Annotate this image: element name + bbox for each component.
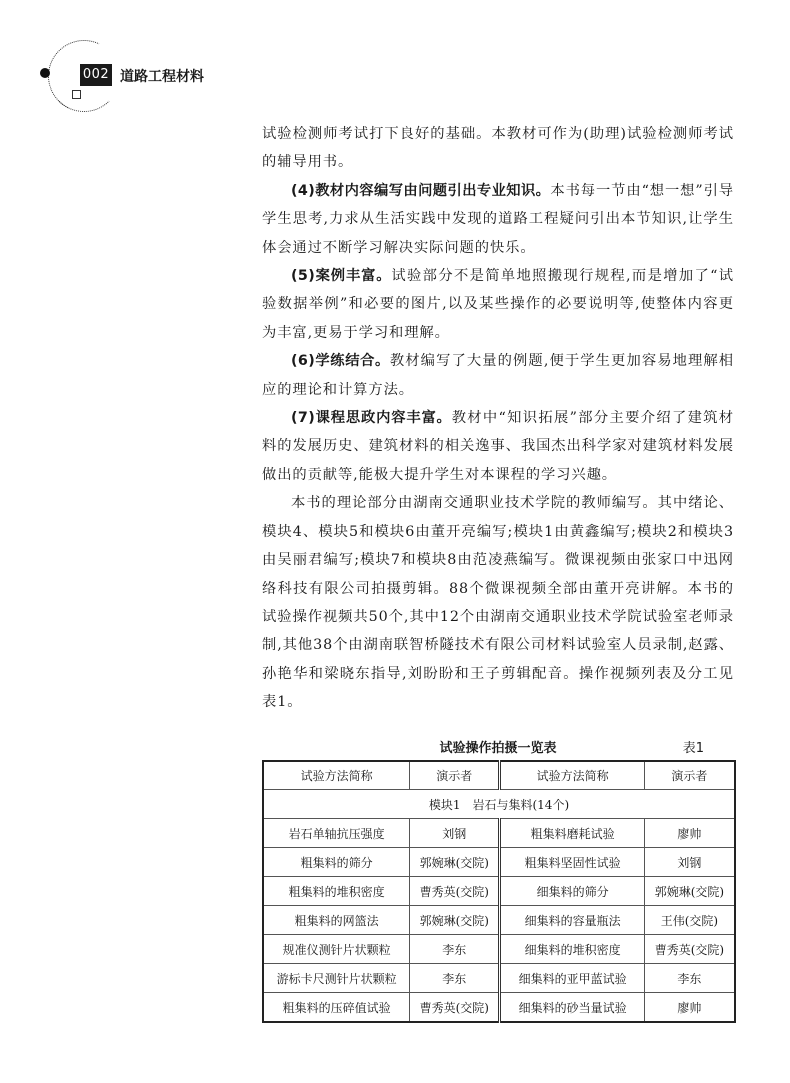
paragraph-heading: (7)课程思政内容丰富。 [291,410,452,427]
paragraph-text: 试验检测师考试打下良好的基础。本教材可作为(助理)试验检测师考试的辅导用书。 [262,126,734,171]
paragraph-text: 教材中“知识拓展”部分主要介绍了建筑材料的发展历史、建筑材料的相关逸事、我国杰出科学家对建筑材料发展做出的贡献等,能极大提升学生对本课程的学习兴趣。 [262,410,734,483]
column-header: 演示者 [410,761,500,790]
presenter-cell: 郭婉琳(交院) [644,877,735,906]
presenter-cell: 曹秀英(交院) [644,935,735,964]
presenter-cell: 曹秀英(交院) [410,877,500,906]
presenter-cell: 王伟(交院) [644,906,735,935]
test-method-cell: 游标卡尺测针片状颗粒 [263,964,410,993]
test-method-cell: 细集料的筛分 [500,877,644,906]
presenter-cell: 李东 [410,964,500,993]
book-title: 道路工程材料 [120,69,204,85]
presenter-cell: 廖帅 [644,819,735,848]
test-method-cell: 岩石单轴抗压强度 [263,819,410,848]
paragraph [262,489,734,716]
presenter-cell: 廖帅 [644,993,735,1023]
table-header-row [263,761,735,790]
paragraph-text: 本书每一节由“想一想”引导学生思考,力求从生活实践中发现的道路工程疑问引出本节知识,让学生体会通过不断学习解决实际问题的快乐。 [262,182,734,256]
presenter-cell: 郭婉琳(交院) [410,906,500,935]
table-row [263,877,735,906]
paragraph [262,262,734,347]
table-caption [262,737,734,757]
operations-table [262,760,736,1023]
paragraph-text: 本书的理论部分由湖南交通职业技术学院的教师编写。其中绪论、模块4、模块5和模块6由董开亮编写;模块1由黄鑫编写;模块2和模块3由吴丽君编写;模块7和模块8由范凌燕编写。微课视频由张家口中迅网络科技有限公司拍摄剪辑。88个微课视频全部由董开亮讲解。本书的试验操作视频共50个,其中12个由湖南交通职业技术学院试验室老师录制,其他38个由湖南联智桥隧技术有限公司材料试验室人员录制,赵露、孙艳华和梁晓东指导,刘盼盼和王子剪辑配音。操作视频列表及分工见表1。 [262,495,734,711]
table-number: 表1 [682,741,704,756]
presenter-cell: 李东 [644,964,735,993]
presenter-cell: 刘钢 [410,819,500,848]
test-method-cell: 粗集料的压碎值试验 [263,993,410,1023]
table-row [263,848,735,877]
table-title: 试验操作拍摄一览表 [439,741,557,756]
paragraph-heading: (6)学练结合。 [291,353,390,370]
page-header [30,38,230,118]
test-method-cell: 细集料的堆积密度 [500,935,644,964]
test-method-cell: 粗集料的网篮法 [263,906,410,935]
presenter-cell: 郭婉琳(交院) [410,848,500,877]
body-text [262,120,734,717]
table-row [263,819,735,848]
presenter-cell: 刘钢 [644,848,735,877]
table-row [263,935,735,964]
bullet-dot-icon [40,68,50,78]
paragraph-text: 试验部分不是简单地照搬现行规程,而是增加了“试验数据举例”和必要的图片,以及某些操作的必要说明等,使整体内容更为丰富,更易于学习和理解。 [262,268,734,341]
page-number: 002 [80,64,112,86]
test-method-cell: 细集料的亚甲蓝试验 [500,964,644,993]
column-header: 演示者 [644,761,735,790]
table-row [263,993,735,1023]
paragraph-heading: (4)教材内容编写由问题引出专业知识。 [291,182,551,199]
test-method-cell: 细集料的砂当量试验 [500,993,644,1023]
module-row [263,790,735,819]
module-label: 模块1 岩石与集料(14个) [263,790,735,819]
test-method-cell: 粗集料的筛分 [263,848,410,877]
presenter-cell: 曹秀英(交院) [410,993,500,1023]
test-method-cell: 粗集料坚固性试验 [500,848,644,877]
paragraph [262,347,734,404]
column-header: 试验方法简称 [263,761,410,790]
column-header: 试验方法简称 [500,761,644,790]
square-icon [72,90,81,99]
test-method-cell: 粗集料的堆积密度 [263,877,410,906]
table-row [263,964,735,993]
paragraph [262,120,734,177]
test-method-cell: 规准仪测针片状颗粒 [263,935,410,964]
paragraph-heading: (5)案例丰富。 [291,268,392,285]
paragraph-text: 教材编写了大量的例题,便于学生更加容易地理解相应的理论和计算方法。 [262,353,734,398]
presenter-cell: 李东 [410,935,500,964]
paragraph [262,404,734,489]
table-row [263,906,735,935]
test-method-cell: 细集料的容量瓶法 [500,906,644,935]
paragraph [262,177,734,262]
test-method-cell: 粗集料磨耗试验 [500,819,644,848]
